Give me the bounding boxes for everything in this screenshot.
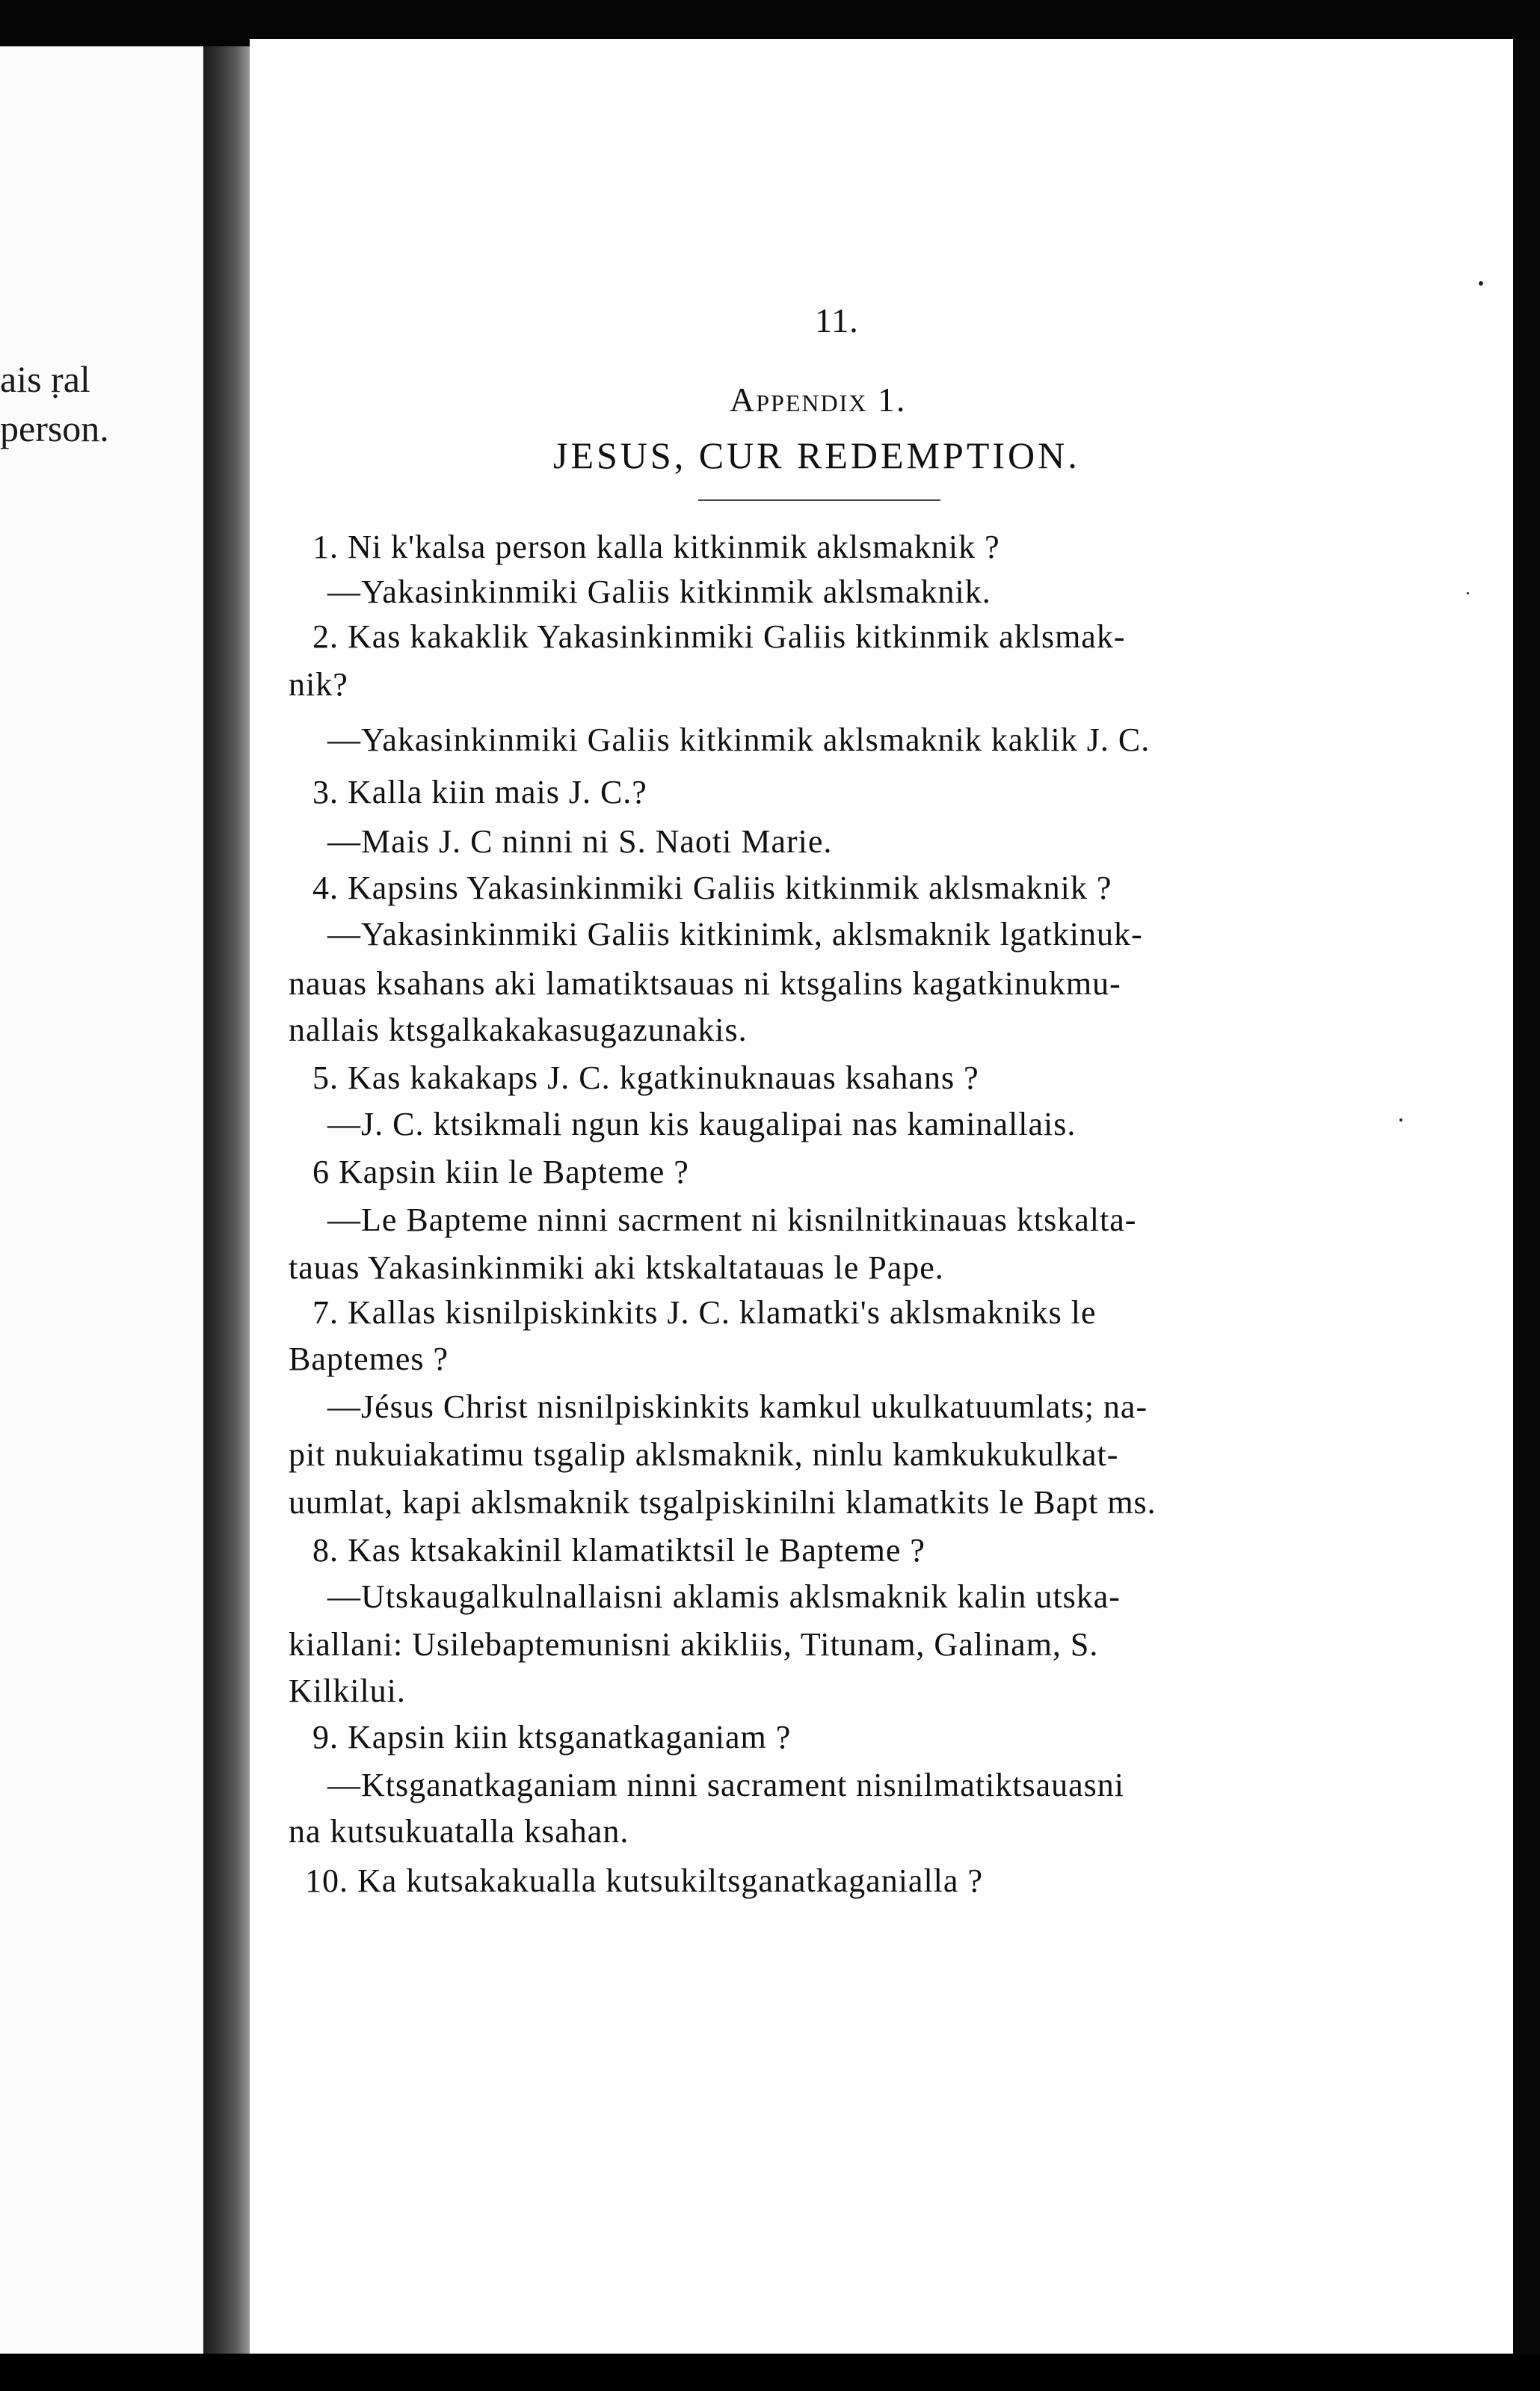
facing-page-line-1: ais ṛal xyxy=(0,358,90,400)
text-line: —Mais J. C ninni ni S. Naoti Marie. xyxy=(327,823,833,860)
text-line: 1. Ni k'kalsa person kalla kitkinmik aklsmaknik ? xyxy=(312,529,1000,565)
page-number: 11. xyxy=(815,301,859,339)
book-gutter xyxy=(203,46,250,2354)
text-line: —Le Bapteme ninni sacrment ni kisnilnitkinauas ktskalta- xyxy=(327,1201,1137,1238)
appendix-label: Appendix 1. xyxy=(730,381,907,419)
text-line: na kutsukuatalla ksahan. xyxy=(289,1813,629,1850)
text-line: —Yakasinkinmiki Galiis kitkinimk, aklsmaknik lgatkinuk- xyxy=(327,916,1143,953)
chapter-title: JESUS, CUR REDEMPTION. xyxy=(553,434,1080,476)
scan-bottom-border xyxy=(0,2354,1540,2391)
scan-speck xyxy=(1479,281,1483,286)
facing-page-fragment xyxy=(0,46,203,2354)
text-line: —Jésus Christ nisnilpiskinkits kamkul ukulkatuumlats; na- xyxy=(327,1388,1148,1425)
text-line: 4. Kapsins Yakasinkinmiki Galiis kitkinmik aklsmaknik ? xyxy=(312,870,1112,906)
title-rule xyxy=(698,499,940,501)
text-line: 10. Ka kutsakakualla kutsukiltsganatkaganialla ? xyxy=(305,1862,983,1899)
text-line: —Utskaugalkulnallaisni aklamis aklsmaknik kalin utska- xyxy=(327,1578,1121,1615)
text-line: pit nukuiakatimu tsgalip aklsmaknik, ninlu kamkukukulkat- xyxy=(289,1436,1119,1473)
text-line: 3. Kalla kiin mais J. C.? xyxy=(312,774,647,810)
text-line: Baptemes ? xyxy=(289,1341,449,1377)
text-line: 2. Kas kakaklik Yakasinkinmiki Galiis kitkinmik aklsmak- xyxy=(312,618,1126,655)
scan-speck xyxy=(1399,1118,1402,1121)
text-line: Kilkilui. xyxy=(289,1673,406,1709)
facing-page-line-2: person. xyxy=(0,407,109,449)
scan-right-border xyxy=(1513,39,1540,2357)
text-line: 5. Kas kakakaps J. C. kgatkinuknauas ksahans ? xyxy=(312,1059,979,1096)
text-line: 6 Kapsin kiin le Bapteme ? xyxy=(312,1154,689,1190)
scan-speck xyxy=(1467,592,1469,594)
text-line: 8. Kas ktsakakinil klamatiktsil le Bapteme ? xyxy=(312,1532,925,1569)
text-line: —Yakasinkinmiki Galiis kitkinmik aklsmaknik. xyxy=(327,573,991,610)
text-line: nallais ktsgalkakakasugazunakis. xyxy=(289,1012,748,1048)
text-line: 9. Kapsin kiin ktsganatkaganiam ? xyxy=(312,1719,792,1755)
text-line: kiallani: Usilebaptemunisni akikliis, Titunam, Galinam, S. xyxy=(289,1626,1099,1663)
text-line: nik? xyxy=(289,666,348,703)
text-line: uumlat, kapi aklsmaknik tsgalpiskinilni klamatkits le Bapt ms. xyxy=(289,1484,1156,1521)
text-line: tauas Yakasinkinmiki aki ktskaltatauas le Pape. xyxy=(289,1249,944,1286)
text-line: —Yakasinkinmiki Galiis kitkinmik aklsmaknik kaklik J. C. xyxy=(327,721,1151,758)
text-line: —Ktsganatkaganiam ninni sacrament nisnilmatiktsauasni xyxy=(327,1767,1124,1803)
text-line: 7. Kallas kisnilpiskinkits J. C. klamatki's aklsmakniks le xyxy=(312,1294,1097,1331)
text-line: —J. C. ktsikmali ngun kis kaugalipai nas kaminallais. xyxy=(327,1106,1077,1142)
text-line: nauas ksahans aki lamatiktsauas ni ktsgalins kagatkinukmu- xyxy=(289,965,1121,1002)
